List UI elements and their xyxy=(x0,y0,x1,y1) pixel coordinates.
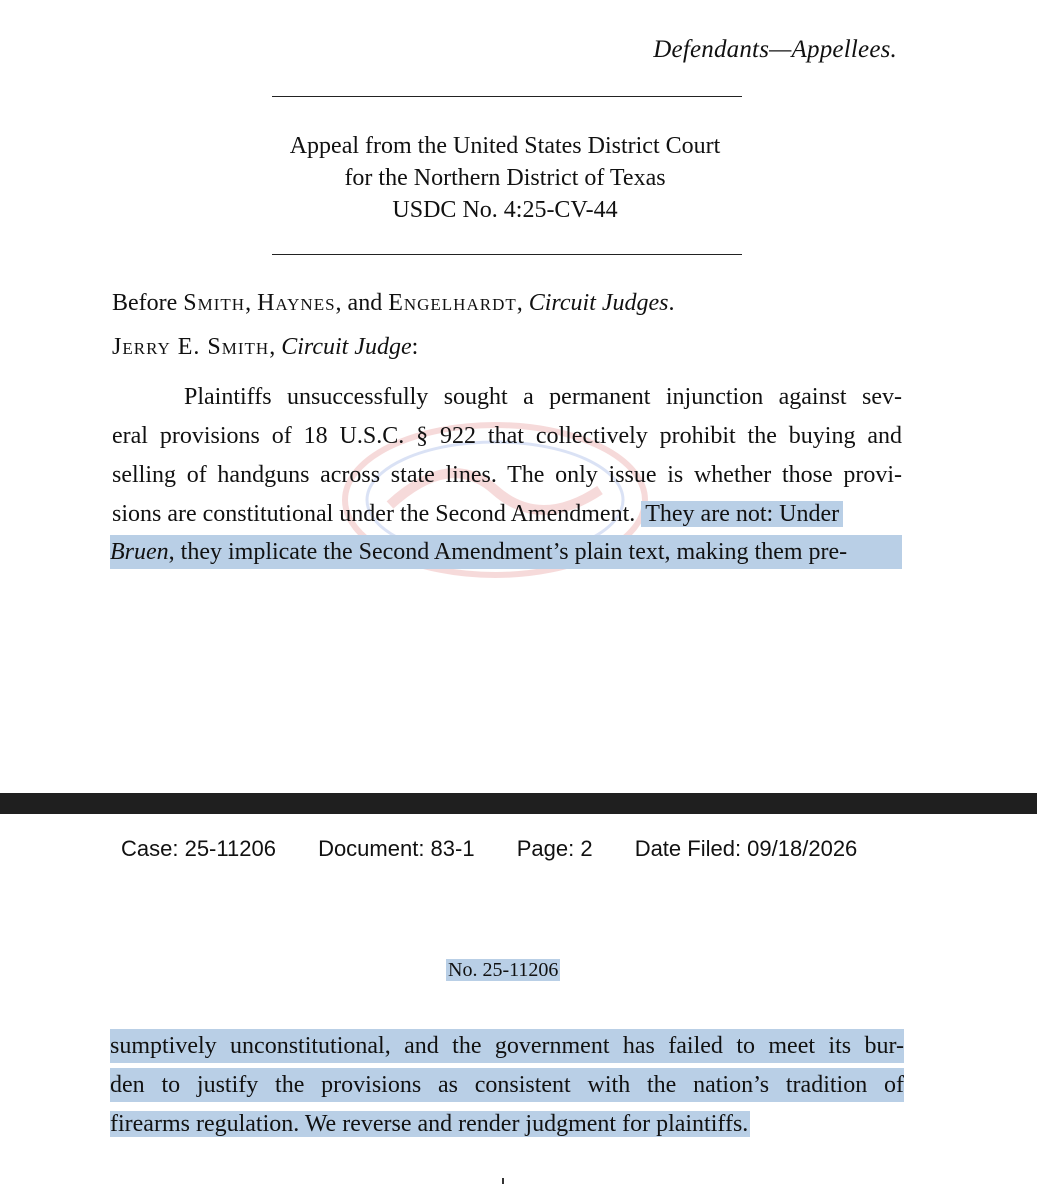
and-word: and xyxy=(347,290,383,316)
opinion-line-2: eral provisions of 18 U.S.C. § 922 that collectively prohibit the buying and xyxy=(112,423,902,449)
appeal-line-2: for the Northern District of Texas xyxy=(344,165,666,191)
party-designation: Defendants—Appellees. xyxy=(653,36,897,63)
opinion-line-5 xyxy=(110,535,902,569)
footnote-mark xyxy=(502,1178,504,1184)
opinion-line-1: Plaintiffs unsuccessfully sought a permanent injunction against sev- xyxy=(184,384,902,410)
date-filed: Date Filed: 09/18/2026 xyxy=(634,836,858,861)
page-number: Page: 2 xyxy=(516,836,593,861)
opinion-line-4 xyxy=(112,497,902,531)
continuation-line-2: den to justify the provisions as consistent with the nation’s tradition of xyxy=(110,1068,904,1102)
judge-haynes: Haynes xyxy=(257,290,336,316)
author-title: Circuit Judge xyxy=(281,334,412,360)
case-citation-bruen: Bruen xyxy=(110,539,169,565)
opinion-line-5-text: , they implicate the Second Amendment’s plain text, making them pre- xyxy=(168,539,848,565)
appeal-line-1: Appeal from the United States District Court xyxy=(289,133,721,159)
docket-number-text: No. 25-11206 xyxy=(448,959,559,981)
judge-engelhardt: Engelhardt xyxy=(388,290,517,316)
continuation-line-1: sumptively unconstitutional, and the government has failed to meet its bur- xyxy=(110,1029,904,1063)
panel-title: Circuit Judges xyxy=(528,290,669,316)
continuation-line-3 xyxy=(110,1107,900,1141)
case-number: Case: 25-11206 xyxy=(121,836,276,861)
page-break-bar xyxy=(0,793,1037,814)
document-number: Document: 83-1 xyxy=(318,836,475,861)
appeal-line-3: USDC No. 4:25-CV-44 xyxy=(392,197,618,223)
author-line: Jerry E. Smith, Circuit Judge: xyxy=(112,334,419,360)
opinion-line-3: selling of handguns across state lines. The only issue is whether those provi- xyxy=(112,462,902,488)
opinion-line-4-plain: sions are constitutional under the Second Amendment. xyxy=(112,501,642,527)
docket-number xyxy=(446,956,560,984)
opinion-line-4-highlight: They are not: Under xyxy=(641,501,843,527)
author-name: Jerry E. Smith xyxy=(112,334,270,360)
before-label: Before xyxy=(112,290,178,316)
divider-rule-bottom xyxy=(272,254,742,255)
panel-line: Before Smith, Haynes, and Engelhardt, Circuit Judges. xyxy=(112,290,675,316)
continuation-line-3-text: firearms regulation. We reverse and render judgment for plaintiffs. xyxy=(110,1111,749,1137)
page-header xyxy=(121,836,893,862)
judge-smith: Smith xyxy=(183,290,246,316)
divider-rule-top xyxy=(272,96,742,97)
